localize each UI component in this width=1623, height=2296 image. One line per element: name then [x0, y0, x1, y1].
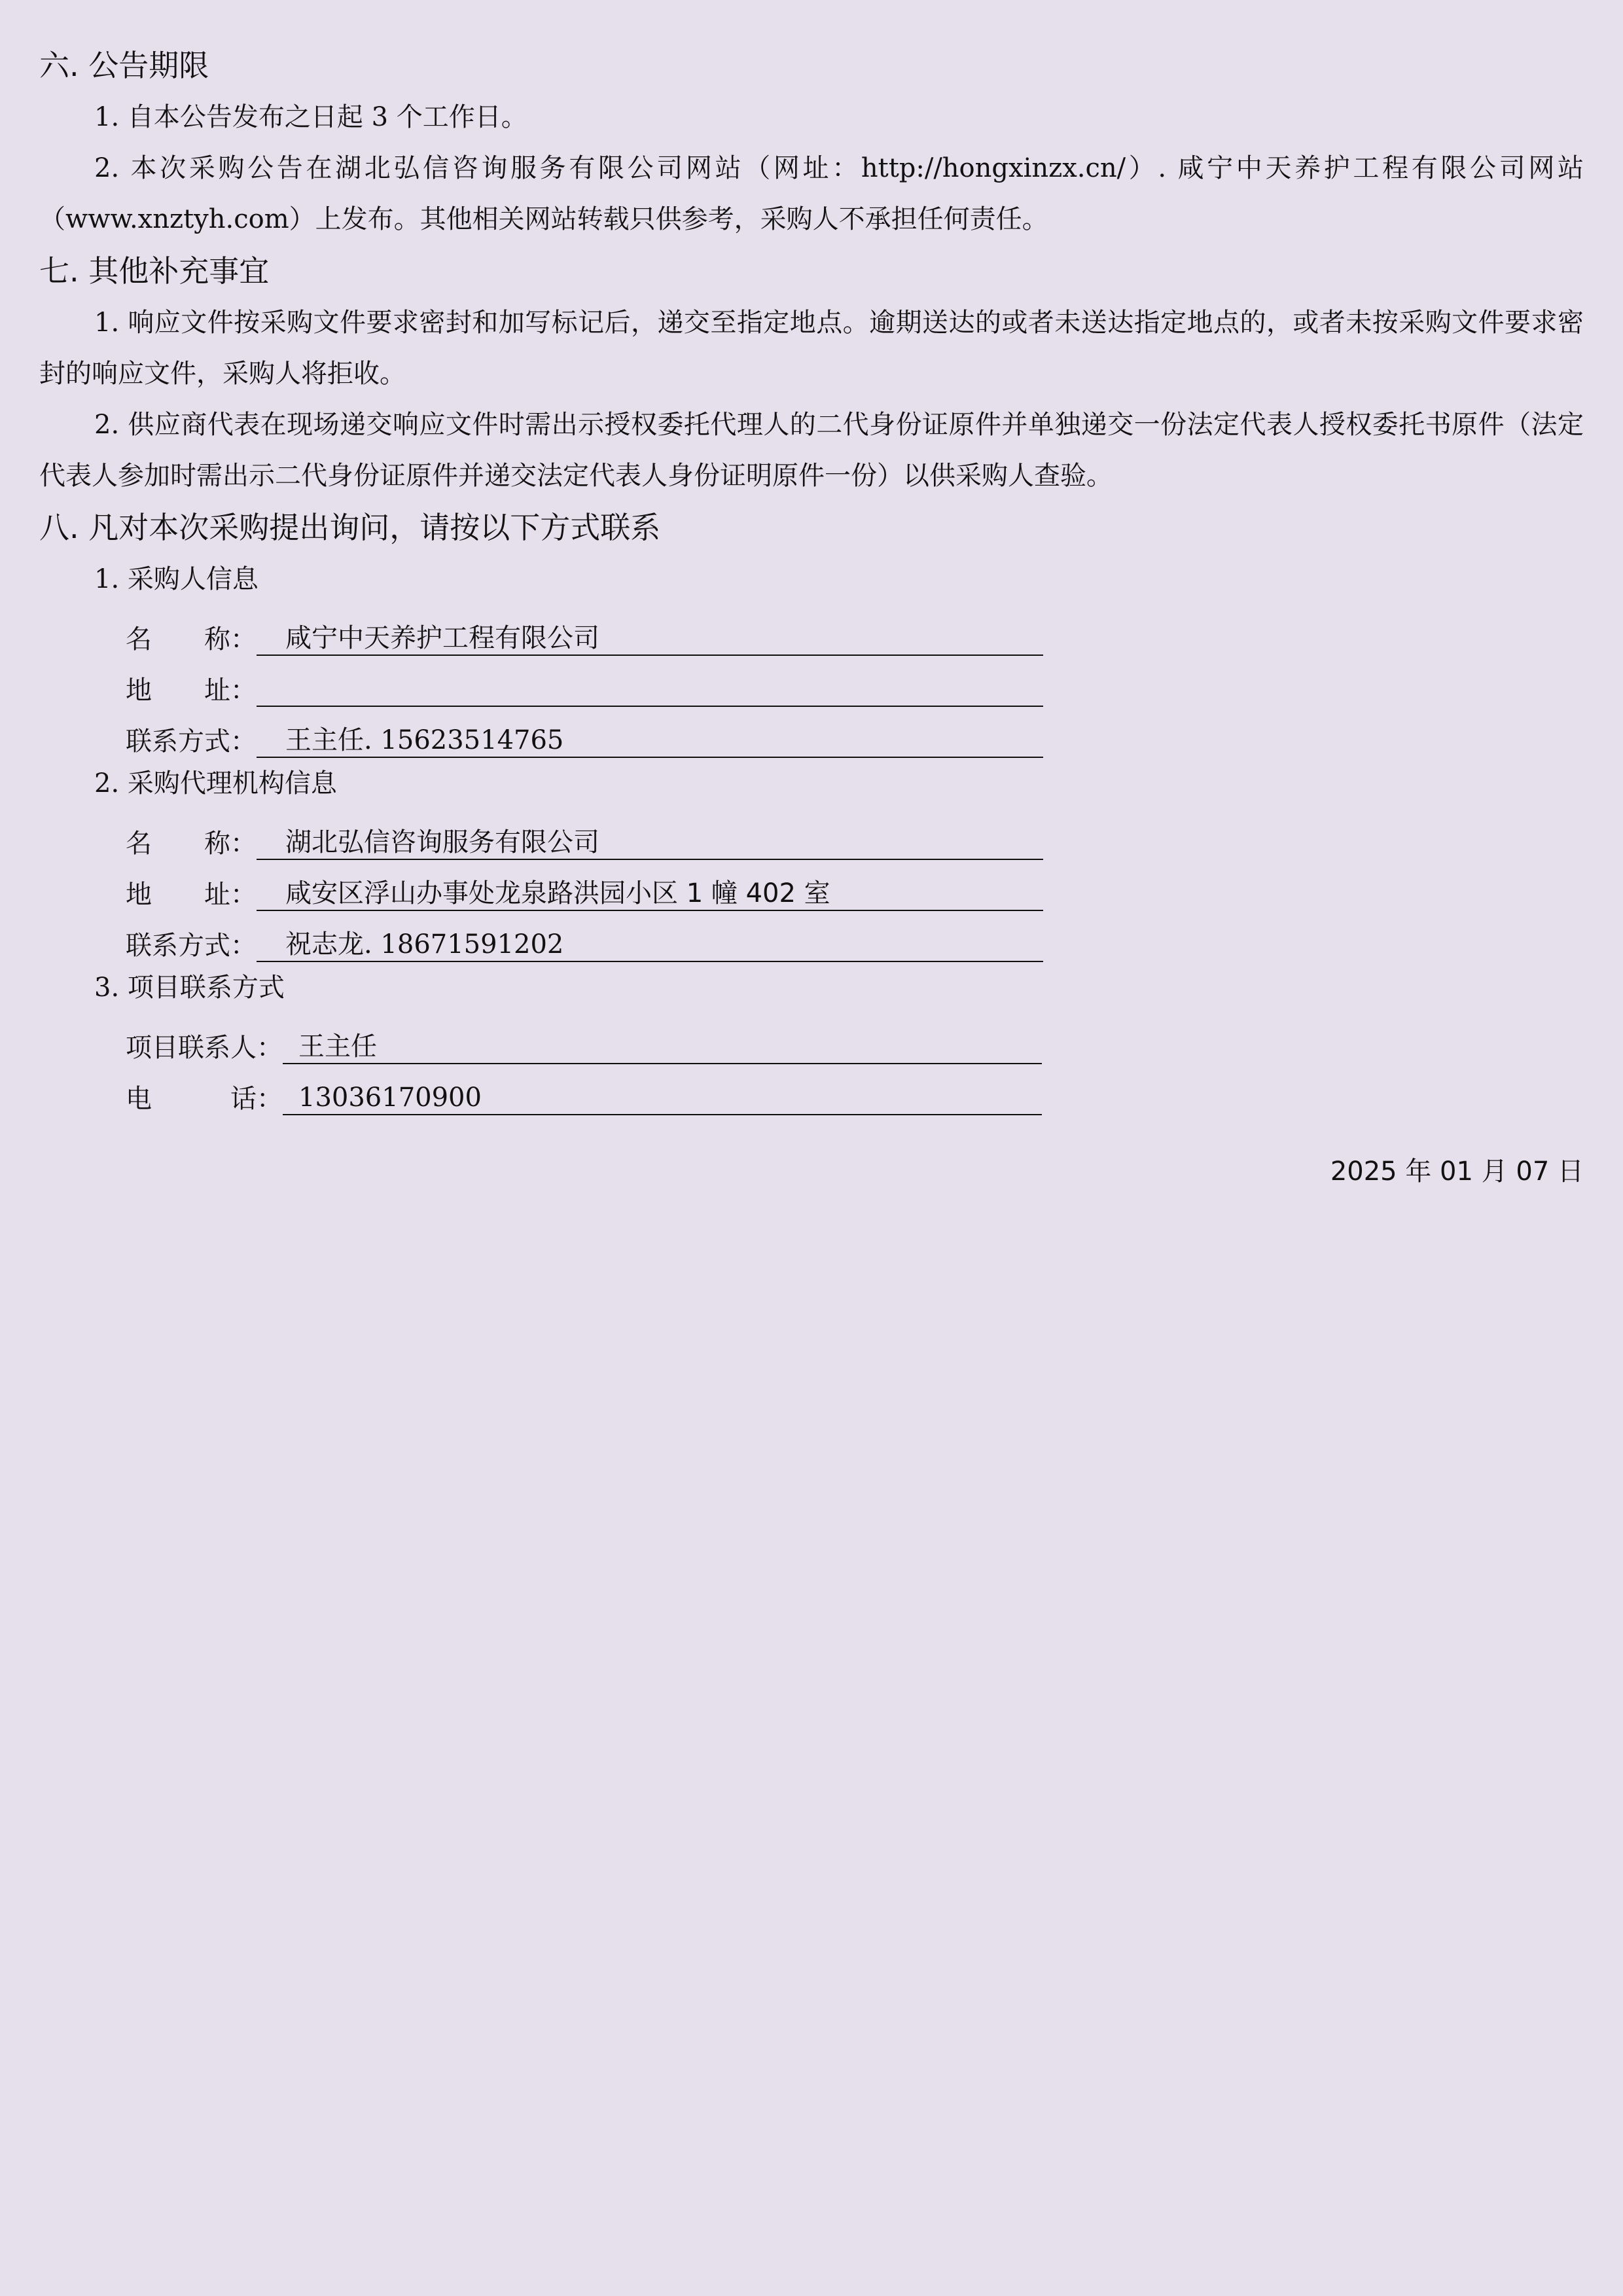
project-person-label: 项目联系人：: [126, 1033, 283, 1063]
project-phone-label: 电 话：: [126, 1084, 283, 1114]
agency-contact-row: [126, 911, 1584, 962]
purchaser-name-value: 咸宁中天养护工程有限公司: [257, 622, 1043, 656]
section-7-paragraph-1: 1. 响应文件按采购文件要求密封和加写标记后，递交至指定地点。逾期送达的或者未送达指定地点的，或者未按采购文件要求密封的响应文件，采购人将拒收。: [39, 308, 1584, 389]
agency-address-label: 地 址：: [126, 880, 257, 910]
agency-contact-value: 祝志龙. 18671591202: [257, 928, 1043, 962]
purchaser-address-row: [126, 656, 1584, 707]
section-6-paragraph-2: 2. 本次采购公告在湖北弘信咨询服务有限公司网站（网址：http://hongxinzx.cn/）. 咸宁中天养护工程有限公司网站（www.xnztyh.com）上发布。其他相关网站转载只供参考，采购人不承担任何责任。: [39, 153, 1584, 234]
purchaser-heading: 1. 采购人信息: [94, 564, 259, 594]
agency-name-row: [126, 809, 1584, 860]
agency-name-value: 湖北弘信咨询服务有限公司: [257, 826, 1043, 860]
purchaser-contact-value: 王主任. 15623514765: [257, 724, 1043, 758]
project-heading: 3. 项目联系方式: [94, 973, 285, 1003]
agency-contact-label: 联系方式：: [126, 931, 257, 961]
agency-name-label: 名 称：: [126, 829, 257, 859]
purchaser-contact-label: 联系方式：: [126, 726, 257, 757]
section-8-title: 八. 凡对本次采购提出询问，请按以下方式联系: [39, 510, 661, 545]
announcement-page: [39, 39, 1584, 1115]
section-7-title: 七. 其他补充事宜: [39, 253, 270, 289]
agency-address-value: 咸安区浮山办事处龙泉路洪园小区 1 幢 402 室: [257, 877, 1043, 911]
purchaser-address-value: [257, 673, 1043, 707]
purchaser-name-label: 名 称：: [126, 624, 257, 655]
agency-heading: 2. 采购代理机构信息: [94, 768, 337, 798]
project-phone-value: 13036170900: [283, 1081, 1042, 1115]
project-person-row: [126, 1013, 1584, 1064]
agency-address-row: [126, 860, 1584, 911]
project-phone-row: [126, 1064, 1584, 1115]
project-person-value: 王主任: [283, 1030, 1042, 1064]
section-6-paragraph-1: 1. 自本公告发布之日起 3 个工作日。: [94, 102, 527, 132]
section-6-title: 六. 公告期限: [39, 48, 209, 83]
purchaser-contact-row: [126, 707, 1584, 758]
purchaser-name-row: [126, 605, 1584, 656]
section-7-paragraph-2: 2. 供应商代表在现场递交响应文件时需出示授权委托代理人的二代身份证原件并单独递交一份法定代表人授权委托书原件（法定代表人参加时需出示二代身份证原件并递交法定代表人身份证明原件一份）以供采购人查验。: [39, 410, 1584, 491]
announcement-date: 2025 年 01 月 07 日: [1330, 1157, 1584, 1187]
purchaser-address-label: 地 址：: [126, 675, 257, 706]
